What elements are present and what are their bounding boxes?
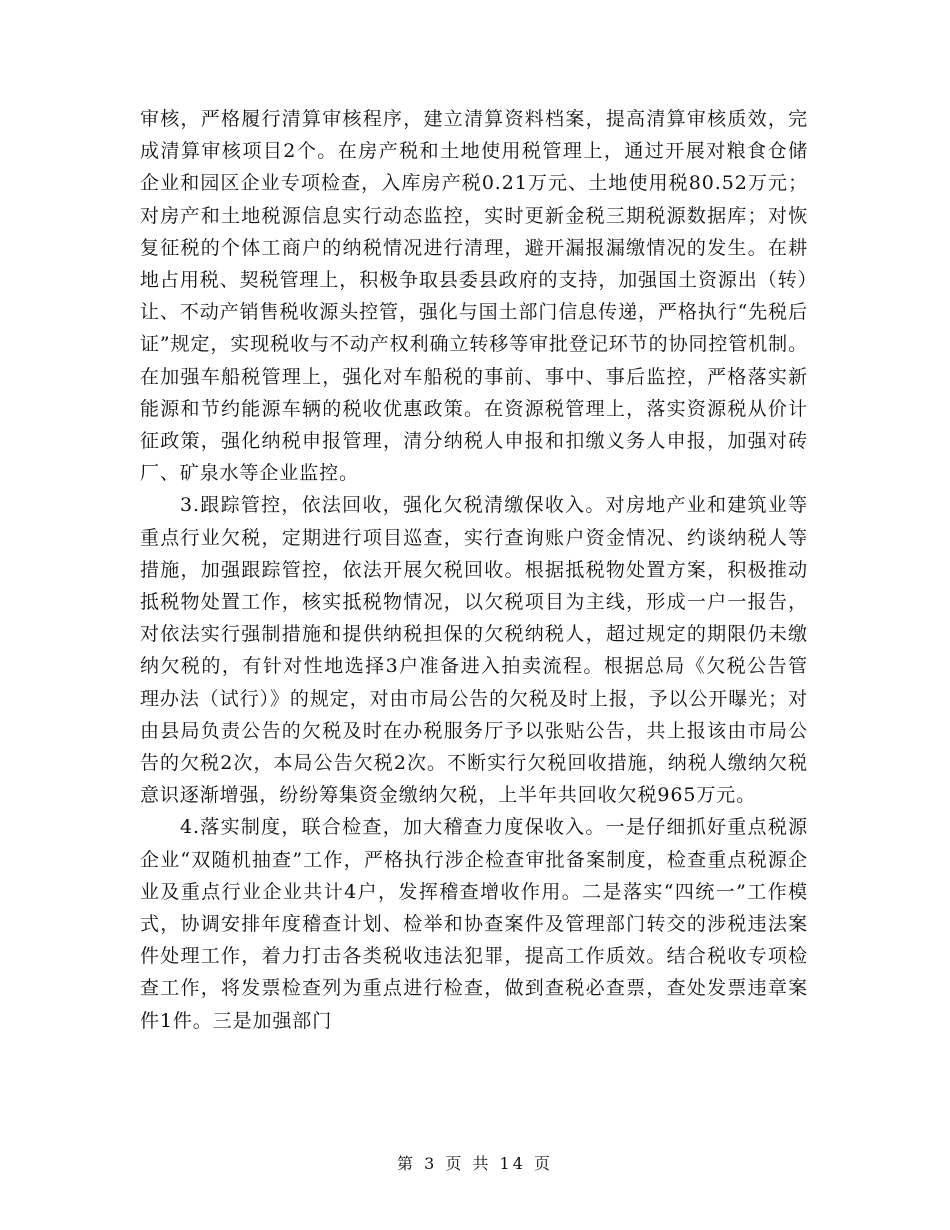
paragraph-continued: 审核，严格履行清算审核程序，建立清算资料档案，提高清算审核质效，完成清算审核项目2个。在房产税和土地使用税管理上，通过开展对粮食仓储企业和园区企业专项检查，入库房产税0.21万元、土地使用税80.52万元；对房产和土地税源信息实行动态监控，实时更新金税三期税源数据库；对恢复征税的个体工商户的纳税情况进行清理，避开漏报漏缴情况的发生。在耕地占用税、契税管理上，积极争取县委县政府的支持，加强国土资源出（转）让、不动产销售税收源头控管，强化与国土部门信息传递，严格执行“先税后证”规定，实现税收与不动产权利确立转移等审批登记环节的协同控管机制。在加强车船税管理上，强化对车船税的事前、事中、事后监控，严格落实新能源和节约能源车辆的税收优惠政策。在资源税管理上，落实资源税从价计征政策，强化纳税申报管理，清分纳税人申报和扣缴义务人申报，加强对砖厂、矿泉水等企业监控。 (140, 108, 808, 485)
page-number-footer: 第 3 页 共 14 页 (397, 1154, 553, 1173)
document-body (140, 103, 808, 1037)
paragraph-inspection: 4.落实制度，联合检查，加大稽查力度保收入。一是仔细抓好重点税源企业“双随机抽查”工作，严格执行涉企检查审批备案制度，检查重点税源企业及重点行业企业共计4户，发挥稽查增收作用。二是落实“四统一”工作模式，协调安排年度稽查计划、检举和协查案件及管理部门转交的涉税违法案件处理工作，着力打击各类税收违法犯罪，提高工作质效。结合税收专项检查工作，将发票检查列为重点进行检查，做到查税必查票，查处发票违章案件1件。三是加强部门 (140, 816, 808, 1032)
paragraph-arrears-collection: 3.跟踪管控，依法回收，强化欠税清缴保收入。对房地产业和建筑业等重点行业欠税，定期进行项目巡查，实行查询账户资金情况、约谈纳税人等措施，加强跟踪管控，依法开展欠税回收。根据抵税物处置方案，积极推动抵税物处置工作，核实抵税物情况，以欠税项目为主线，形成一户一报告，对依法实行强制措施和提供纳税担保的欠税纳税人，超过规定的期限仍未缴纳欠税的，有针对性地选择3户准备进入拍卖流程。根据总局《欠税公告管理办法（试行）》的规定，对由市局公告的欠税及时上报，予以公开曝光；对由县局负责公告的欠税及时在办税服务厅予以张贴公告，共上报该由市局公告的欠税2次，本局公告欠税2次。不断实行欠税回收措施，纳税人缴纳欠税意识逐渐增强，纷纷筹集资金缴纳欠税，上半年共回收欠税965万元。 (140, 494, 808, 807)
